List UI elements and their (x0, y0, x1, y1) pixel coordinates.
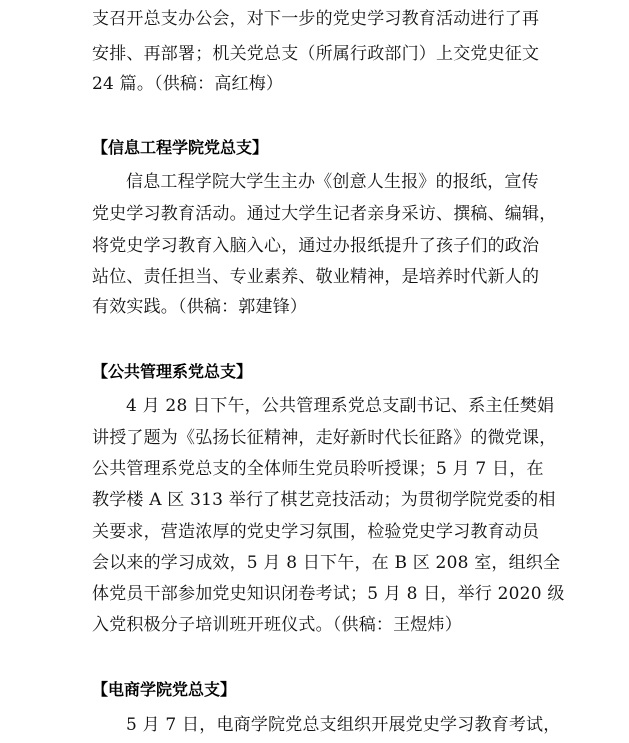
paragraph-line: 会以来的学习成效，5 月 8 日下午，在 B 区 208 室，组织全 (92, 553, 561, 573)
paragraph-line: 安排、再部署；机关党总支（所属行政部门）上交党史征文 (92, 44, 540, 64)
paragraph-line: 支召开总支办公会，对下一步的党史学习教育活动进行了再 (92, 9, 540, 29)
paragraph-line: 关要求，营造浓厚的党史学习氛围，检验党史学习教育动员 (92, 522, 540, 542)
section-heading-public-management: 【公共管理系党总支】 (92, 362, 253, 381)
section-heading-ecommerce: 【电商学院党总支】 (92, 680, 237, 699)
paragraph-line: 4 月 28 日下午，公共管理系党总支副书记、系主任樊娟 (126, 396, 555, 416)
paragraph-line: 站位、责任担当、专业素养、敬业精神，是培养时代新人的 (92, 267, 540, 287)
paragraph-line: 公共管理系党总支的全体师生党员聆听授课；5 月 7 日，在 (92, 459, 544, 479)
paragraph-line: 教学楼 A 区 313 举行了棋艺竞技活动；为贯彻学院党委的相 (92, 490, 556, 510)
paragraph-line: 党史学习教育活动。通过大学生记者亲身采访、撰稿、编辑， (92, 204, 557, 224)
paragraph-line: 将党史学习教育入脑入心，通过办报纸提升了孩子们的政治 (92, 236, 540, 256)
paragraph-line: 入党积极分子培训班开班仪式。（供稿：王煜炜） (92, 615, 462, 635)
paragraph-line: 体党员干部参加党史知识闭卷考试；5 月 8 日，举行 2020 级 (92, 584, 565, 604)
paragraph-line: 24 篇。（供稿：高红梅） (92, 74, 284, 94)
section-heading-info-engineering: 【信息工程学院党总支】 (92, 138, 269, 157)
paragraph-line: 有效实践。（供稿：郭建锋） (92, 297, 308, 317)
paragraph-line: 讲授了题为《弘扬长征精神，走好新时代长征路》的微党课， (92, 428, 557, 448)
paragraph-line: 信息工程学院大学生主办《创意人生报》的报纸，宣传 (126, 172, 539, 192)
paragraph-line: 5 月 7 日，电商学院党总支组织开展党史学习教育考试， (126, 715, 561, 735)
